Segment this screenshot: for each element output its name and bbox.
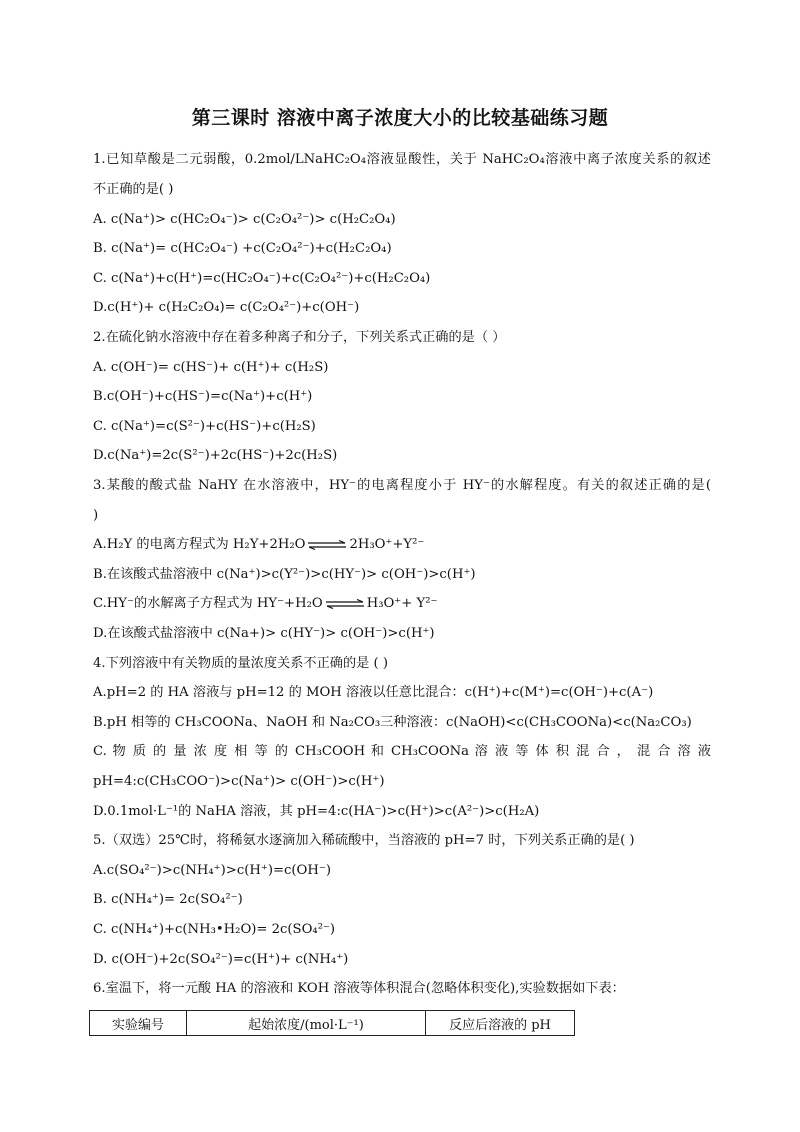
page-title: 第三课时 溶液中离子浓度大小的比较基础练习题 [191,107,609,129]
q2-option-d: D.c(Na⁺)=2c(S²⁻)+2c(HS⁻)+2c(H₂S) [93,448,338,463]
q2-option-a: A. c(OH⁻)= c(HS⁻)+ c(H⁺)+ c(H₂S) [93,360,329,375]
q4-option-c: C. 物 质 的 量 浓 度 相 等 的 CH₃COOH 和 CH₃COONa 溶 液 等 体 积 混 合 ， 混 合 溶 液 [93,744,711,759]
q4-option-d: D.0.1mol·L⁻¹的 NaHA 溶液，其 pH=4:c(HA⁻)>c(H⁺)>c(A²⁻)>c(H₂A) [93,804,540,819]
q6-stem: 6.室温下，将一元酸 HA 的溶液和 KOH 溶液等体积混合(忽略体积变化),实验数据如下表： [93,981,625,996]
equilibrium-arrow-icon [307,540,347,550]
q3-stem: 3.某酸的酸式盐 NaHY 在水溶液中，HY⁻的电离程度小于 HY⁻的水解程度。有关的叙述正确的是( [93,478,711,493]
q4-option-b: B.pH 相等的 CH₃COONa、NaOH 和 Na₂CO₃三种溶液：c(NaOH)<c(CH₃COONa)<c(Na₂CO₃) [93,715,692,730]
q3-option-a [93,536,424,554]
q5-stem: 5.（双选）25℃时，将稀氨水逐滴加入稀硫酸中，当溶液的 pH=7 时，下列关系正确的是( ) [93,833,635,848]
q3-option-b: B.在该酸式盐溶液中 c(Na⁺)>c(Y²⁻)>c(HY⁻)> c(OH⁻)>c(H⁺) [93,567,476,582]
q3-option-c [93,595,437,613]
q3-option-d: D.在该酸式盐溶液中 c(Na+)> c(HY⁻)> c(OH⁻)>c(H⁺) [93,626,435,641]
q3-option-c-left: C.HY⁻的水解离子方程式为 HY⁻+H₂O [93,596,323,611]
q1-option-c: C. c(Na⁺)+c(H⁺)=c(HC₂O₄⁻)+c(C₂O₄²⁻)+c(H₂C₂O₄) [93,271,431,286]
q2-option-b: B.c(OH⁻)+c(HS⁻)=c(Na⁺)+c(H⁺) [93,389,313,404]
q1-option-b: B. c(Na⁺)= c(HC₂O₄⁻) +c(C₂O₄²⁻)+c(H₂C₂O₄) [93,241,392,256]
table-header-cell: 实验编号 [90,1011,187,1036]
q4-option-c-cont: pH=4:c(CH₃COO⁻)>c(Na⁺)> c(OH⁻)>c(H⁺) [93,774,385,789]
q1-option-d: D.c(H⁺)+ c(H₂C₂O₄)= c(C₂O₄²⁻)+c(OH⁻) [93,300,360,315]
q2-stem: 2.在硫化钠水溶液中存在着多种离子和分子，下列关系式正确的是（ ） [93,330,506,345]
table-header-row [90,1011,575,1036]
q5-option-b: B. c(NH₄⁺)= 2c(SO₄²⁻) [93,892,243,907]
table-header-cell: 反应后溶液的 pH [426,1011,575,1036]
q1-stem: 1.已知草酸是二元弱酸，0.2mol/LNaHC₂O₄溶液显酸性，关于 NaHC₂O₄溶液中离子浓度关系的叙述 [93,152,711,167]
q2-option-c: C. c(Na⁺)=c(S²⁻)+c(HS⁻)+c(H₂S) [93,419,316,434]
q3-option-c-right: H₃O⁺+ Y²⁻ [366,596,438,611]
equilibrium-arrow-icon [325,599,365,609]
q5-option-c: C. c(NH₄⁺)+c(NH₃•H₂O)= 2c(SO₄²⁻) [93,922,336,937]
q1-stem-cont: 不正确的是( ) [93,182,174,197]
table-header-cell: 起始浓度/(mol·L⁻¹) [187,1011,426,1036]
experiment-table [89,1010,575,1036]
q4-stem: 4.下列溶液中有关物质的量浓度关系不正确的是 ( ) [93,656,389,671]
q5-option-a: A.c(SO₄²⁻)>c(NH₄⁺)>c(H⁺)=c(OH⁻) [93,863,331,878]
q3-stem-cont: ) [93,508,99,523]
q3-option-a-right: 2H₃O⁺+Y²⁻ [349,537,425,552]
q3-option-a-left: A.H₂Y 的电离方程式为 H₂Y+2H₂O [93,537,306,552]
q1-option-a: A. c(Na⁺)> c(HC₂O₄⁻)> c(C₂O₄²⁻)> c(H₂C₂O₄) [93,212,396,227]
q5-option-d: D. c(OH⁻)+2c(SO₄²⁻)=c(H⁺)+ c(NH₄⁺) [93,952,349,967]
q4-option-a: A.pH=2 的 HA 溶液与 pH=12 的 MOH 溶液以任意比混合：c(H⁺)+c(M⁺)=c(OH⁻)+c(A⁻) [93,685,654,700]
